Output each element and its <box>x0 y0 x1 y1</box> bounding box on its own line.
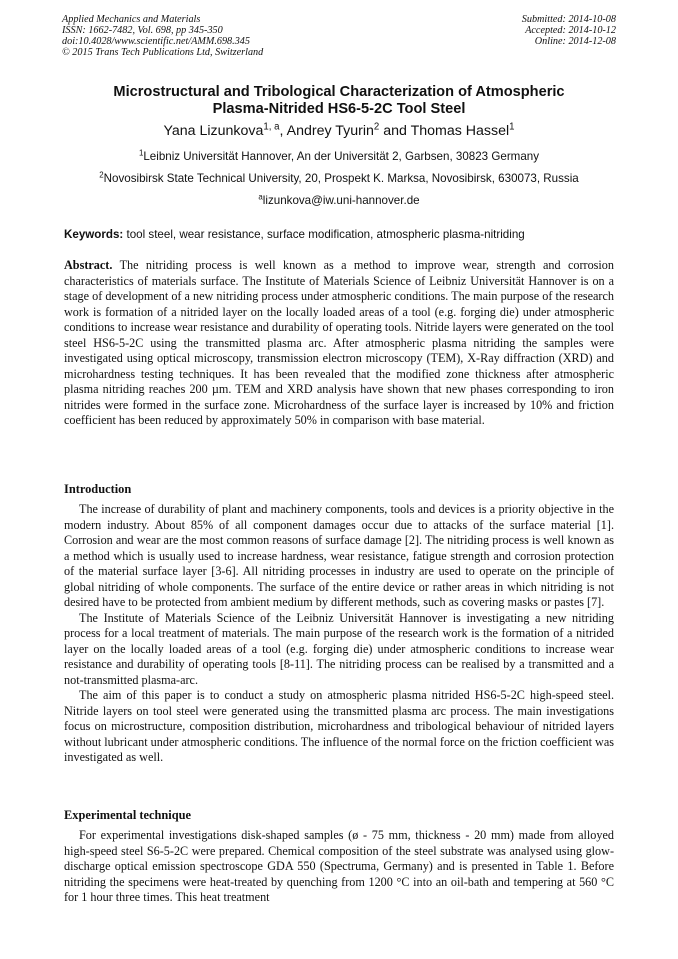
paper-title <box>40 84 638 118</box>
abstract-label: Abstract. <box>64 258 113 272</box>
journal-issn: ISSN: 1662-7482, Vol. 698, pp 345-350 <box>62 25 223 36</box>
keywords-text: tool steel, wear resistance, surface modification, atmospheric plasma-nitriding <box>123 228 525 241</box>
journal-copyright: © 2015 Trans Tech Publications Ltd, Switzerland <box>62 47 264 58</box>
author-separator: , <box>279 123 287 139</box>
paragraph: For experimental investigations disk-shaped samples (ø - 75 mm, thickness - 20 mm) made from alloyed high-speed steel S6-5-2C were prepared. Chemical composition of the steel substrate was analysed using glow-discharge optical emission spectroscope GDA 550 (Spectruma, Germany) and is presented in Table 1. Before nitriding the specimens were heat-treated by quenching from 1200 °C into an oil-bath and tempering at 560 °C for 1 hour three times. This heat treatment <box>64 828 614 904</box>
paragraph: The increase of durability of plant and machinery components, tools and devices is a priority objective in the modern industry. About 85% of all component damages occur due to attacks of the surface material [1]. Corrosion and wear are the most common reasons of surface damage [2]. The nitriding process is well known as a method which is usually used to increase hardness, wear resistance, fatigue strength and corrosion protection of the material surface layer [3-6]. All nitriding processes in industry are used to operate on the principle of global nitriding of whole components. The surface of the entire device or rather areas in which nitriding is not desired have to be protected from ambient medium by different methods, such as covering masks or pastes [7]. <box>64 502 614 609</box>
author-name: Yana Lizunkova <box>163 123 264 139</box>
affiliation-sup: 2 <box>99 170 104 180</box>
journal-name: Applied Mechanics and Materials <box>62 14 201 25</box>
affiliation-sup: 1 <box>138 148 144 158</box>
author-sup: 2 <box>373 121 380 133</box>
affiliation-text: Leibniz Universität Hannover, An der Universität 2, Garbsen, 30823 Germany <box>143 150 540 163</box>
introduction-body <box>64 502 614 766</box>
author-sup: 1 <box>509 121 515 133</box>
affiliation-text: Novosibirsk State Technical University, 20, Prospekt K. Marksa, Novosibirsk, 630073, Russia <box>103 172 579 185</box>
abstract-text: The nitriding process is well known as a method to improve wear, strength and corrosion characteristics of materials surface. The Institute of Materials Science of Leibniz Universität Hannover is on a stage of development of a new nitriding process under atmospheric conditions. The main purpose of the research work is formation of a nitrided layer on the locally loaded areas of a tool (e.g. forging die) under atmospheric conditions to increase wear resistance and durability of operating tools. Nitride layers were generated on the tool steel HS6-5-2C using the transmitted plasma arc. After atmospheric plasma nitriding the samples were investigated using optical microscopy, transmission electron microscopy (TEM), X-Ray diffraction (XRD) and microhardness testing techniques. It has been revealed that the modified zone thickness after atmospheric plasma nitriding reaches 200 µm. TEM and XRD analysis have shown that new phases corresponding to iron nitrides were formed in the surface zone. Microhardness of the surface layer is increased by 10% and friction coefficient has been reduced by approximately 50% in comparison with base material. <box>64 258 614 427</box>
author-separator: and <box>379 123 411 139</box>
journal-info <box>62 14 263 58</box>
email-link[interactable]: lizunkova@iw.uni-hannover.de <box>262 194 420 207</box>
author-name: Thomas Hassel <box>410 123 510 139</box>
title-line-2: Plasma-Nitrided HS6-5-2C Tool Steel <box>212 101 466 117</box>
email-sup: a <box>258 192 263 202</box>
keywords-label: Keywords: <box>64 228 124 241</box>
paragraph: The Institute of Materials Science of the Leibniz Universität Hannover is investigating a new nitriding process for a local treatment of materials. The main purpose of the research work is the formation of a nitrided layer on the locally loaded areas of a tool (e.g. forging die) under atmospheric conditions to increase wear resistance and durability of operating tools [8-11]. The nitriding process can be realised by a transmitted and a not-transmitted plasma-arc. <box>64 610 614 687</box>
experimental-heading: Experimental technique <box>64 808 191 822</box>
abstract <box>64 258 614 429</box>
experimental-body <box>64 828 614 906</box>
introduction-heading: Introduction <box>64 482 132 496</box>
affiliation-2 <box>20 172 658 186</box>
author-email <box>20 194 658 208</box>
journal-doi: doi:10.4028/www.scientific.net/AMM.698.345 <box>62 36 250 47</box>
author-list <box>40 122 638 140</box>
affiliation-1 <box>20 150 658 164</box>
paragraph: The aim of this paper is to conduct a study on atmospheric plasma nitrided HS6-5-2C high-speed steel. Nitride layers on tool steel were generated using the transmitted plasma arc process. The main investigations focus on microstructure, composition distribution, microhardness and tribological behaviour of nitrided layers without lubricant under atmospheric conditions. The influence of the normal force on the friction coefficient was investigated as well. <box>64 688 614 764</box>
submission-dates <box>522 14 616 47</box>
title-line-1: Microstructural and Tribological Characterization of Atmospheric <box>113 84 565 100</box>
accepted-date: Accepted: 2014-10-12 <box>525 25 616 36</box>
author-sup: 1, a <box>263 121 280 133</box>
online-date: Online: 2014-12-08 <box>534 36 616 47</box>
submitted-date: Submitted: 2014-10-08 <box>521 14 616 25</box>
keywords <box>64 228 614 242</box>
author-name: Andrey Tyurin <box>286 123 374 139</box>
